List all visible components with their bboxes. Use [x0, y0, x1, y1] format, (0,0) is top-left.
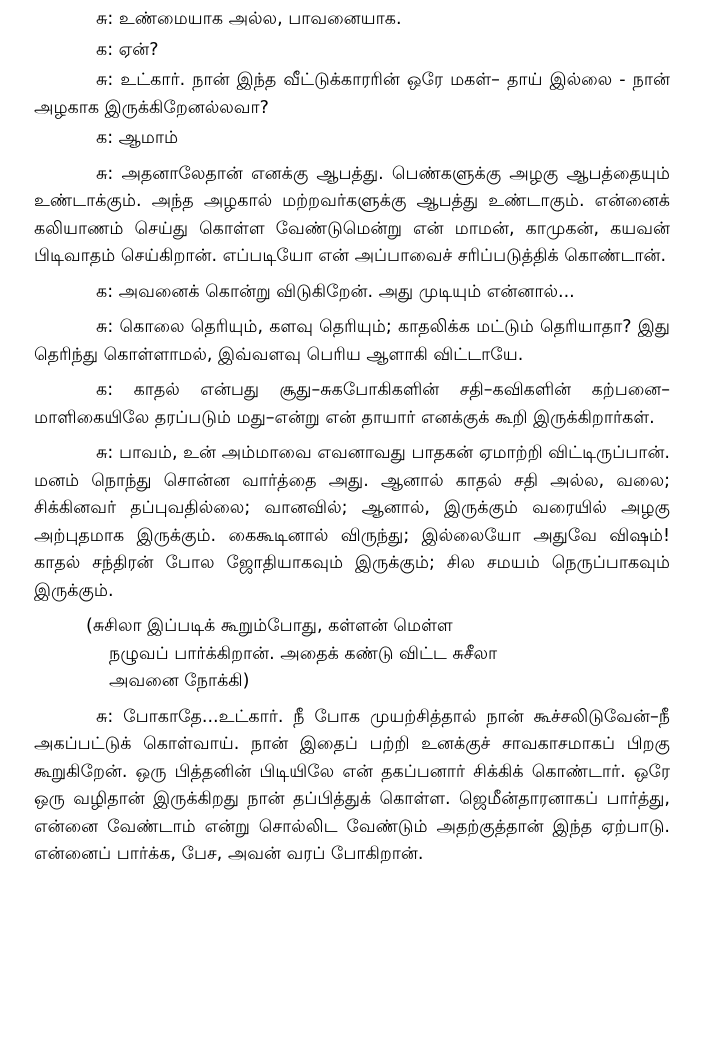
- dialogue-text: காதல் என்பது சூது–சுகபோகிகளின் சதி–கவிகளின் கற்பனை–மாளிகையிலே தரப்படும் மது–என்று என் தாயார் எனக்குக் கூறி இருக்கிறார்கள்.: [34, 380, 670, 428]
- dialogue-text: பாவம், உன் அம்மாவை எவனாவது பாதகன் ஏமாற்றி விட்டிருப்பான். மனம் நொந்து சொன்ன வார்த்தை அது. ஆனால் காதல் சதி அல்ல, வலை; சிக்கினவர் தப்புவதில்லை; வானவில்; ஆனால், இருக்கும் வரையில் அழகு அற்புதமாக இருக்கும். கைகூடினால் விருந்து; இல்லையோ அதுவே விஷம்! காதல் சந்திரன் போல ஜோதியாகவும் இருக்கும்; சில சமயம் நெருப்பாகவும் இருக்கும்.: [34, 443, 670, 601]
- dialogue-paragraph: [34, 377, 670, 432]
- dialogue-paragraph: [34, 67, 670, 122]
- dialogue-paragraph: [34, 37, 670, 65]
- dialogue-text: ஆமாம்: [118, 128, 179, 148]
- speaker-label: க:: [96, 128, 114, 148]
- speaker-label: சு:: [96, 317, 114, 337]
- speaker-label: சு:: [96, 443, 114, 463]
- speaker-label: சு:: [96, 70, 114, 90]
- dialogue-paragraph: [34, 6, 670, 34]
- dialogue-paragraph: [34, 314, 670, 369]
- dialogue-paragraph: [34, 704, 670, 869]
- stage-direction: [86, 613, 670, 696]
- dialogue-paragraph: [34, 440, 670, 605]
- dialogue-text: கொலை தெரியும், களவு தெரியும்; காதலிக்க மட்டும் தெரியாதா? இது தெரிந்து கொள்ளாமல், இவ்வளவு பெரிய ஆளாகி விட்டாயே.: [34, 317, 670, 365]
- dialogue-text: உட்கார். நான் இந்த வீட்டுக்காரரின் ஒரே மகள்– தாய் இல்லை - நான் அழகாக இருக்கிறேனல்லவா?: [34, 70, 670, 118]
- speaker-label: க:: [96, 380, 114, 400]
- dialogue-paragraph: [34, 125, 670, 153]
- dialogue-paragraph: [34, 279, 670, 307]
- dialogue-text: அதனாலேதான் எனக்கு ஆபத்து. பெண்களுக்கு அழகு ஆபத்தையும் உண்டாக்கும். அந்த அழகால் மற்றவர்களுக்கு ஆபத்து உண்டாகும். என்னைக் கலியாணம் செய்து கொள்ள வேண்டுமென்று என் மாமன், காமுகன், கயவன் பிடிவாதம் செய்கிறான். எப்படியோ என் அப்பாவைச் சரிப்படுத்திக் கொண்டான்.: [34, 163, 670, 266]
- stage-direction-line: நழுவப் பார்க்கிறான். அதைக் கண்டு விட்ட சுசீலா: [109, 643, 498, 664]
- speaker-label: சு:: [96, 9, 114, 29]
- speaker-label: க:: [96, 281, 114, 302]
- speaker-label: சு:: [96, 706, 114, 727]
- dialogue-text: ஏன்?: [118, 39, 159, 60]
- speaker-label: சு:: [96, 163, 114, 184]
- dialogue-text: உண்மையாக அல்ல, பாவனையாக.: [118, 9, 402, 29]
- dialogue-paragraph: [34, 161, 670, 271]
- stage-direction-line: அவனை நோக்கி): [109, 671, 250, 691]
- dialogue-text: அவனைக் கொன்று விடுகிறேன். அது முடியும் என்னால்...: [118, 281, 575, 302]
- stage-direction-line: (சுசிலா இப்படிக் கூறும்போது, கள்ளன் மெள்ள: [86, 616, 453, 636]
- dialogue-text: போகாதே...உட்கார். நீ போக முயற்சித்தால் நான் கூச்சலிடுவேன்–நீ அகப்பட்டுக் கொள்வாய். நான் இதைப் பற்றி உனக்குச் சாவகாசமாகப் பிறகு கூறுகிறேன். ஒரு பித்தனின் பிடியிலே என் தகப்பனார் சிக்கிக் கொண்டார். ஒரே ஒரு வழிதான் இருக்கிறது நான் தப்பித்துக் கொள்ள. ஜெமீன்தாரனாகப் பார்த்து, என்னை வேண்டாம் என்று சொல்லிட வேண்டும் அதற்குத்தான் இந்த ஏற்பாடு. என்னைப் பார்க்க, பேச, அவன் வரப் போகிறான்.: [34, 706, 670, 864]
- document-page: [34, 6, 670, 869]
- speaker-label: க:: [96, 39, 114, 60]
